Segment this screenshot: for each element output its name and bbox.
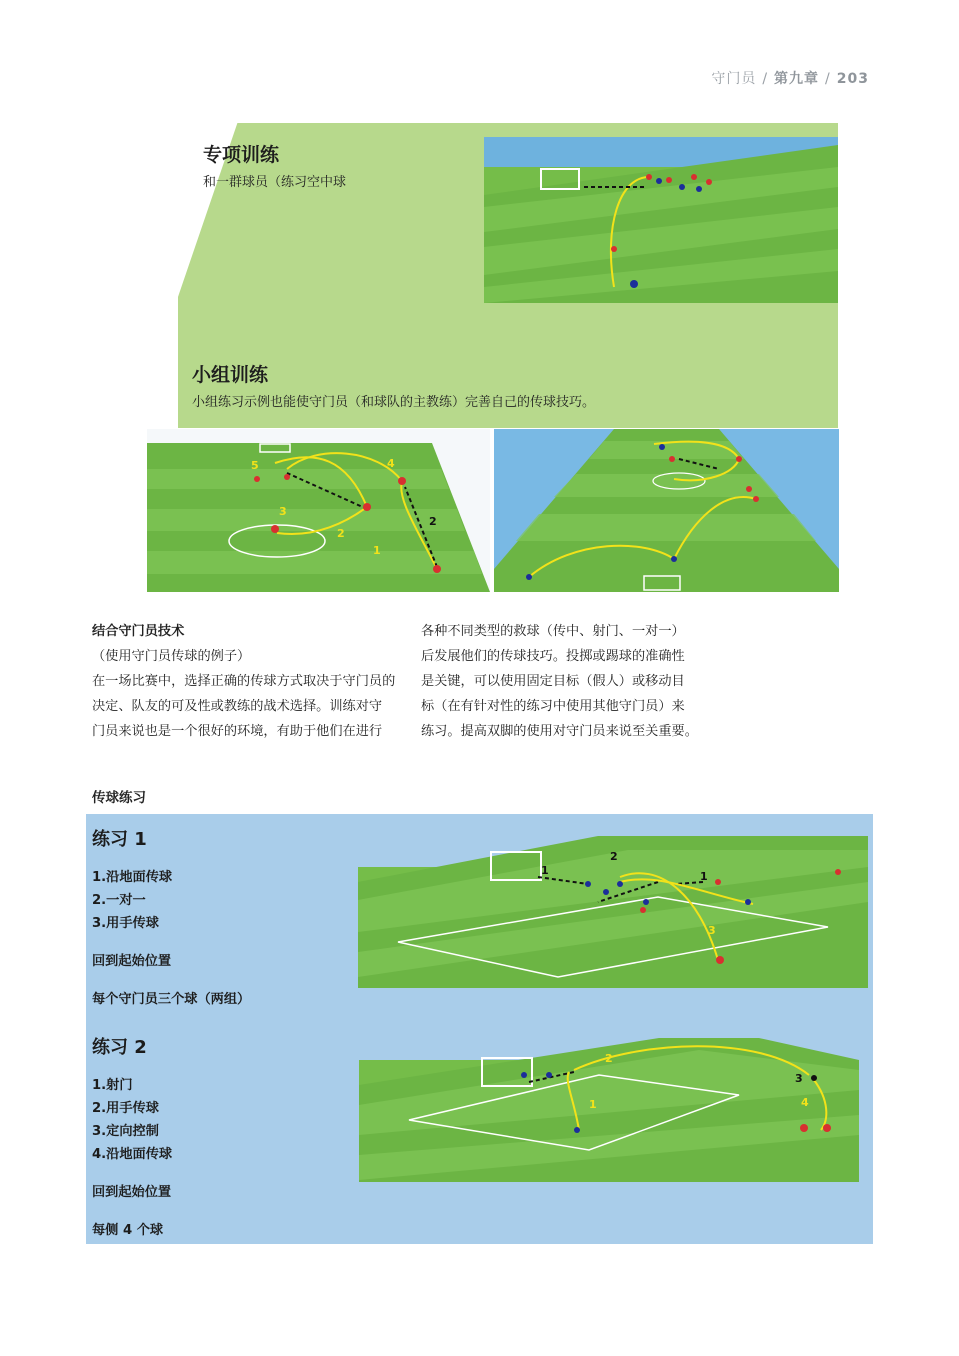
diagram-label: 1 <box>589 1098 597 1111</box>
combine-line: 各种不同类型的救球（传中、射门、一对一） <box>421 624 685 639</box>
exercise2-title: 练习 2 <box>92 1037 147 1058</box>
exercise2-return: 回到起始位置 <box>92 1185 172 1200</box>
diagram-label: 1 <box>700 870 708 883</box>
header-separator-2: / <box>825 71 831 87</box>
diagram-label: 3 <box>279 505 287 518</box>
header-section: 守门员 <box>711 71 757 87</box>
exercise2-item: 2.用手传球 <box>92 1101 159 1116</box>
exercise2-item: 4.沿地面传球 <box>92 1147 173 1162</box>
diagram-label: 3 <box>795 1072 803 1085</box>
combine-line: 后发展他们的传球技巧。投掷或踢球的准确性 <box>421 649 685 664</box>
diagram-label: 4 <box>801 1096 809 1109</box>
group-training-title: 小组训练 <box>192 364 269 386</box>
diagram-label: 1 <box>373 544 381 557</box>
combine-line: 标（在有针对性的练习中使用其他守门员）来 <box>421 699 685 714</box>
combine-line: 练习。提高双脚的使用对守门员来说至关重要。 <box>421 724 698 739</box>
exercise2-item: 1.射门 <box>92 1078 133 1093</box>
exercise1-item: 2.一对一 <box>92 893 146 908</box>
page-number: 203 <box>836 71 869 87</box>
header-separator: / <box>762 71 769 87</box>
page-header <box>711 68 869 88</box>
exercise1-note: 每个守门员三个球（两组） <box>92 992 251 1007</box>
combine-line: 门员来说也是一个很好的环境，有助于他们在进行 <box>92 724 383 739</box>
exercise2-note: 每侧 4 个球 <box>92 1223 164 1238</box>
exercise2-item: 3.定向控制 <box>92 1124 159 1139</box>
combine-title: 结合守门员技术 <box>92 624 185 639</box>
combine-line: 在一场比赛中，选择正确的传球方式取决于守门员的 <box>92 674 396 689</box>
diagram-label: 2 <box>610 850 618 863</box>
diagram-label: 3 <box>708 924 716 937</box>
exercise1-item: 3.用手传球 <box>92 916 159 931</box>
exercise2-diagram <box>359 1020 859 1182</box>
exercise1-title: 练习 1 <box>92 829 147 850</box>
exercise1-item: 1.沿地面传球 <box>92 870 173 885</box>
combine-left-column <box>92 619 412 744</box>
diagram-label: 4 <box>387 457 395 470</box>
group-training-diagram-left <box>147 429 490 592</box>
group-training-description: 小组练习示例也能使守门员（和球队的主教练）完善自己的传球技巧。 <box>192 395 596 410</box>
combine-line: 决定、队友的可及性或教练的战术选择。训练对守 <box>92 699 383 714</box>
exercise1-return: 回到起始位置 <box>92 954 172 969</box>
combine-right-column <box>421 619 721 744</box>
combine-line: 是关键，可以使用固定目标（假人）或移动目 <box>421 674 685 689</box>
group-training-diagram-right <box>494 429 839 592</box>
diagram-label: 5 <box>251 459 259 472</box>
diagram-label: 2 <box>429 515 437 528</box>
diagram-label: 2 <box>605 1052 613 1065</box>
passing-heading: 传球练习 <box>92 790 146 806</box>
diagram-label: 1 <box>541 864 549 877</box>
header-chapter: 第九章 <box>774 71 820 87</box>
special-training-diagram <box>484 137 838 303</box>
exercise2-list <box>92 1074 172 1242</box>
special-training-subtitle: 和一群球员（练习空中球 <box>203 175 347 190</box>
combine-subtitle: （使用守门员传球的例子） <box>92 649 251 664</box>
exercise1-list <box>92 866 250 1011</box>
special-training-title: 专项训练 <box>203 144 280 166</box>
diagram-label: 2 <box>337 527 345 540</box>
exercise1-diagram <box>358 822 868 988</box>
